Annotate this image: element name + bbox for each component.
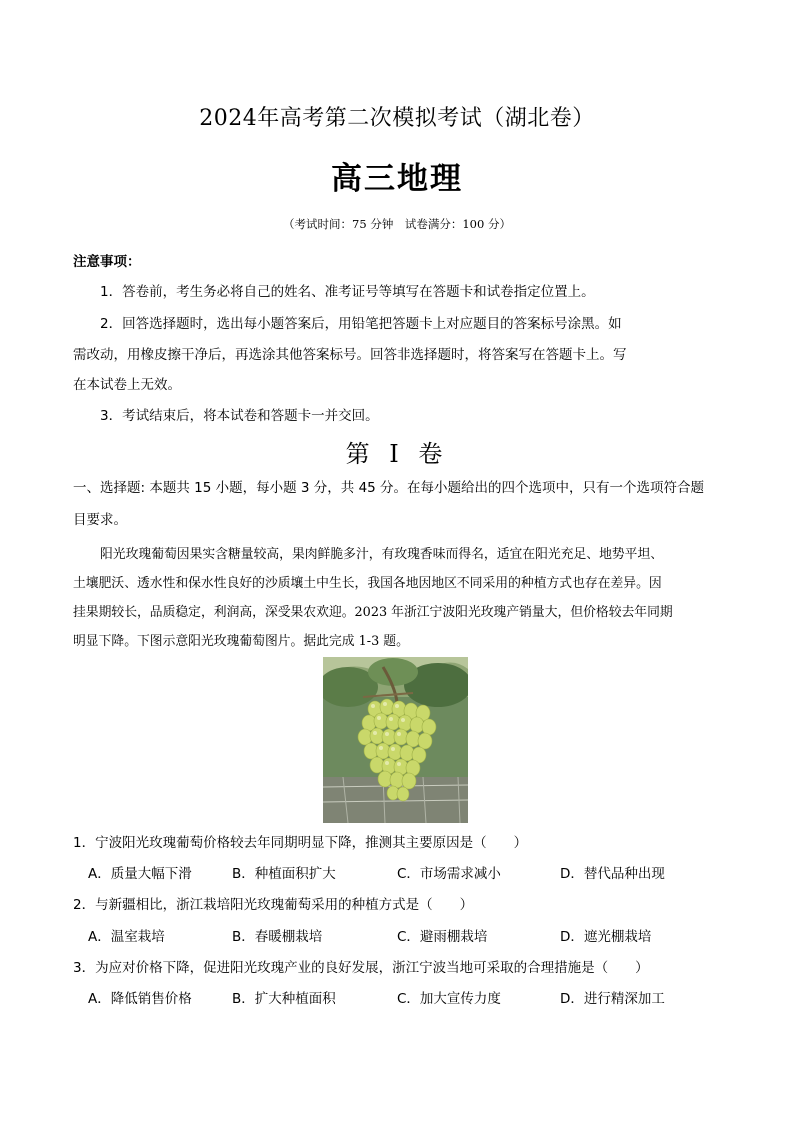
grape-illustration (323, 657, 468, 823)
question-2-stem: 2．与新疆相比，浙江栽培阳光玫瑰葡萄采用的种植方式是（ ） (73, 897, 474, 913)
question-3-option-d: D．进行精深加工 (560, 991, 665, 1007)
question-3-option-b: B．扩大种植面积 (232, 991, 336, 1007)
question-1-option-d: D．替代品种出现 (560, 866, 665, 882)
passage-line-1: 阳光玫瑰葡萄因果实含糖量较高，果肉鲜脆多汁，有玫瑰香味而得名，适宜在阳光充足、地势平坦、 (100, 547, 664, 562)
exam-title: 2024年高考第二次模拟考试（湖北卷） (199, 106, 595, 131)
question-1-option-a: A．质量大幅下滑 (88, 866, 192, 882)
exam-info: （考试时间：75 分钟 试卷满分：100 分） (283, 217, 511, 231)
question-1-stem: 1．宁波阳光玫瑰葡萄价格较去年同期明显下降，推测其主要原因是（ ） (73, 835, 528, 851)
notice-item-2-line-3: 在本试卷上无效。 (73, 377, 181, 393)
question-1-option-b: B．种植面积扩大 (232, 866, 336, 882)
question-2-option-d: D．遮光棚栽培 (560, 929, 652, 945)
notice-heading: 注意事项： (73, 254, 141, 270)
passage-line-2: 土壤肥沃、透水性和保水性良好的沙质壤土中生长，我国各地因地区不同采用的种植方式也存在差异。因 (73, 576, 662, 591)
subject-title: 高三地理 (331, 161, 463, 197)
notice-item-2-line-1: 2．回答选择题时，选出每小题答案后，用铅笔把答题卡上对应题目的答案标号涂黑。如 (100, 316, 622, 332)
question-3-option-c: C．加大宣传力度 (397, 991, 501, 1007)
part-title: 第 I 卷 (345, 440, 449, 468)
passage-line-3: 挂果期较长，品质稳定，利润高，深受果农欢迎。2023 年浙江宁波阳光玫瑰产销量大，但价格较去年同期 (73, 605, 673, 620)
section-instruction-line-1: 一、选择题: 本题共 15 小题，每小题 3 分，共 45 分。在每小题给出的四个选项中，只有一个选项符合题 (73, 480, 705, 496)
notice-item-2-line-2: 需改动，用橡皮擦干净后，再选涂其他答案标号。回答非选择题时，将答案写在答题卡上。写 (73, 347, 627, 363)
grape-photo (323, 657, 468, 823)
question-2-option-b: B．春暖棚栽培 (232, 929, 323, 945)
notice-item-3: 3．考试结束后，将本试卷和答题卡一并交回。 (100, 408, 379, 424)
passage-line-4: 明显下降。下图示意阳光玫瑰葡萄图片。据此完成 1-3 题。 (73, 634, 409, 649)
question-3-stem: 3．为应对价格下降，促进阳光玫瑰产业的良好发展，浙江宁波当地可采取的合理措施是（ ） (73, 960, 649, 976)
question-2-option-a: A．温室栽培 (88, 929, 165, 945)
section-instruction-line-2: 目要求。 (73, 512, 127, 528)
question-3-option-a: A．降低销售价格 (88, 991, 192, 1007)
notice-item-1: 1．答卷前，考生务必将自己的姓名、准考证号等填写在答题卡和试卷指定位置上。 (100, 284, 595, 300)
question-2-option-c: C．避雨棚栽培 (397, 929, 488, 945)
question-1-option-c: C．市场需求减小 (397, 866, 501, 882)
